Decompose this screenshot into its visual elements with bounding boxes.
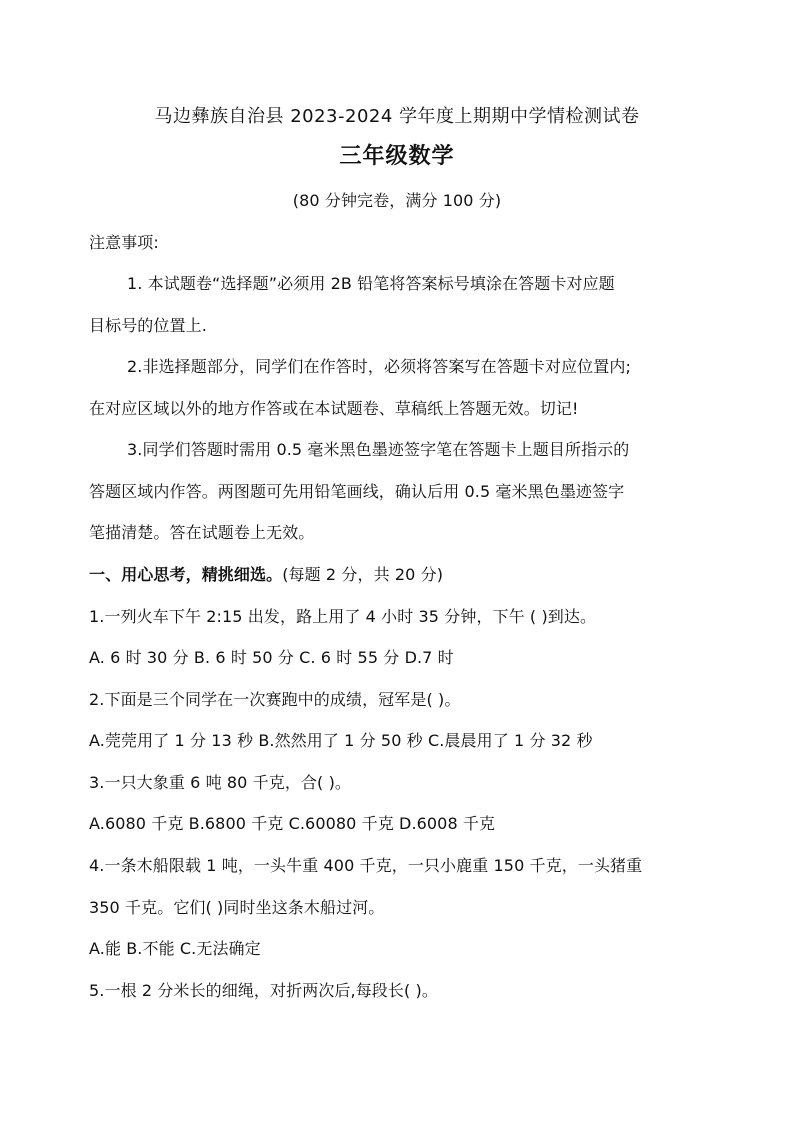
question-4-line-2: 350 千克。它们( )同时坐这条木船过河。: [89, 898, 385, 917]
instruction-2-line-1: 2.非选择题部分，同学们在作答时，必须将答案写在答题卡对应位置内;: [127, 357, 631, 376]
question-4-options: A.能 B.不能 C.无法确定: [89, 939, 261, 958]
instruction-3-line-2: 答题区域内作答。两图题可先用铅笔画线，确认后用 0.5 毫米黑色墨迹签字: [89, 482, 625, 501]
instruction-3-line-1: 3.同学们答题时需用 0.5 毫米黑色墨迹签字笔在答题卡上题目所指示的: [127, 440, 630, 459]
question-1: 1.一列火车下午 2:15 出发，路上用了 4 小时 35 分钟，下午 ( )到达。: [89, 607, 597, 626]
question-5: 5.一根 2 分米长的细绳，对折两次后,每段长( )。: [89, 981, 438, 1000]
instruction-2-line-2: 在对应区域以外的地方作答或在本试题卷、草稿纸上答题无效。切记!: [89, 399, 579, 418]
instruction-1-line-1: 1. 本试题卷“选择题”必须用 2B 铅笔将答案标号填涂在答题卡对应题: [127, 274, 615, 293]
question-3: 3.一只大象重 6 吨 80 千克，合( )。: [89, 773, 352, 792]
question-4-line-1: 4.一条木船限载 1 吨，一头牛重 400 千克，一只小鹿重 150 千克，一头猪重: [89, 856, 643, 875]
instruction-1-line-2: 目标号的位置上.: [89, 316, 207, 335]
section-1-heading-row: [89, 564, 715, 586]
exam-title: 马边彝族自治县 2023-2024 学年度上期期中学情检测试卷: [154, 106, 640, 127]
subject-title: 三年级数学: [339, 144, 455, 169]
question-2-options: A.莞莞用了 1 分 13 秒 B.然然用了 1 分 50 秒 C.晨晨用了 1 分 32 秒: [89, 731, 593, 750]
section-1-scoring: (每题 2 分，共 20 分): [282, 565, 444, 584]
time-score-note: (80 分钟完卷，满分 100 分): [292, 191, 502, 210]
question-1-options: A. 6 时 30 分 B. 6 时 50 分 C. 6 时 55 分 D.7 时: [89, 648, 454, 667]
question-3-options: A.6080 千克 B.6800 千克 C.60080 千克 D.6008 千克: [89, 814, 496, 833]
question-2: 2.下面是三个同学在一次赛跑中的成绩，冠军是( )。: [89, 690, 461, 709]
instructions-heading: 注意事项:: [89, 233, 159, 252]
section-1-heading: 一、用心思考，精挑细选。: [89, 565, 283, 584]
instruction-3-line-3: 笔描清楚。答在试题卷上无效。: [89, 523, 315, 542]
